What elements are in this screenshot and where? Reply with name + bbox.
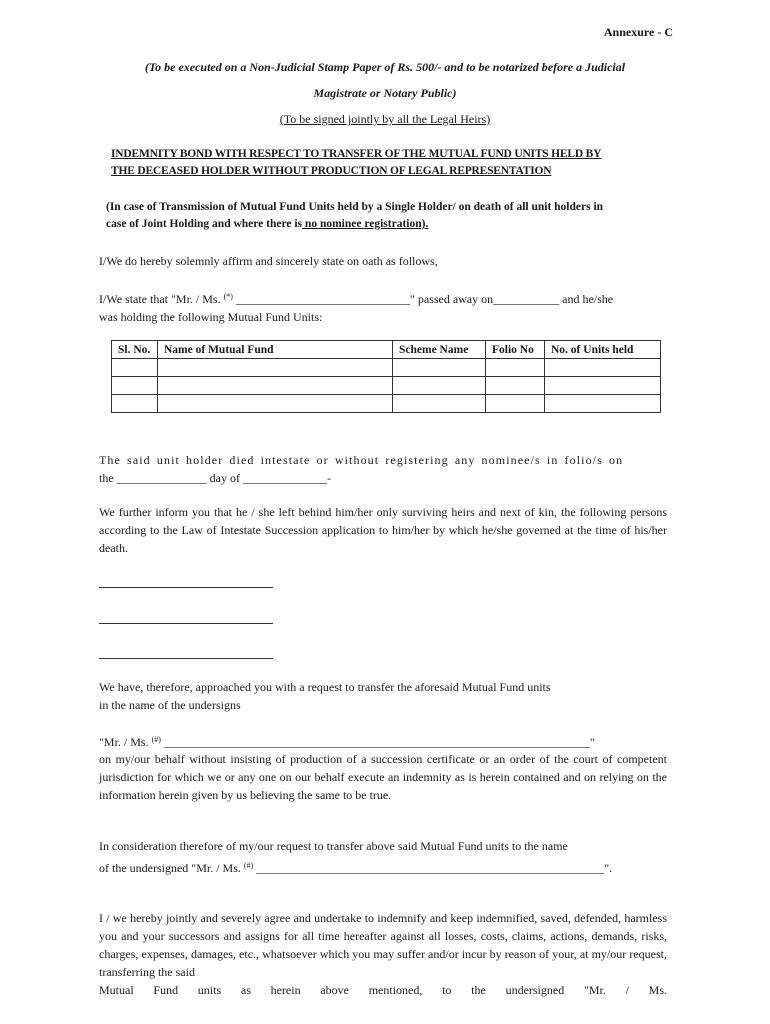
heirs-paragraph: We further inform you that he / she left behind him/her only surviving heirs and next of kin, the following persons according to the Law of Intestate Succession application to him/her by which he/she governed at the time of his/her death. xyxy=(99,505,667,555)
header-scheme-name: Scheme Name xyxy=(393,341,486,359)
hash-mark: (#) xyxy=(243,861,254,870)
heir-name-line-2[interactable] xyxy=(99,622,273,624)
table-cell[interactable] xyxy=(112,395,158,413)
intestate-line-1: The said unit holder died intestate or without registering any nominee/s in folio/s on xyxy=(99,453,624,467)
hash-mark: (#) xyxy=(151,735,161,744)
table-cell[interactable] xyxy=(486,377,545,395)
table-row xyxy=(112,395,661,413)
table-cell[interactable] xyxy=(486,359,545,377)
behalf-paragraph: on my/our behalf without insisting of production of a succession certificate or an order of the court of competent jurisdiction for which we or any one on our behalf execute an indemnity as is herein contained and on relying on the information herein given by us believing the same to be true. xyxy=(99,752,667,802)
signing-note: (To be signed jointly by all the Legal Heirs) xyxy=(279,112,491,126)
table-row xyxy=(112,377,661,395)
table-cell[interactable] xyxy=(112,377,158,395)
case-note-line-1: (In case of Transmission of Mutual Fund Units held by a Single Holder/ on death of all unit holders in xyxy=(106,201,604,213)
indemnity-paragraph xyxy=(99,909,667,999)
intestate-statement xyxy=(99,451,667,487)
table-cell[interactable] xyxy=(486,395,545,413)
title-line-2: THE DECEASED HOLDER WITHOUT PRODUCTION OF LEGAL REPRESENTATION xyxy=(111,165,552,177)
approach-statement xyxy=(99,678,667,714)
table-cell[interactable] xyxy=(545,395,661,413)
claimant-prefix: "Mr. / Ms. xyxy=(99,735,152,749)
holder-blank-line[interactable]: _____________________________" passed away on___________ and he/she xyxy=(232,292,614,306)
header-folio-no: Folio No xyxy=(486,341,545,359)
holder-statement-line-1 xyxy=(99,288,667,308)
table-cell[interactable] xyxy=(393,359,486,377)
consideration-blank-line[interactable]: __________________________________________________________". xyxy=(253,861,613,875)
heir-name-line-3[interactable] xyxy=(99,657,273,659)
case-note xyxy=(106,199,676,233)
claimant-blank-line[interactable]: _______________________________________________________________________" xyxy=(160,735,595,749)
consideration-line-2 xyxy=(99,857,667,877)
consideration-statement xyxy=(99,837,667,877)
approach-line-2: in the name of the undersigns xyxy=(99,698,241,712)
indemnity-last-line: Mutual Fund units as herein above mentioned, to the undersigned "Mr. / Ms. xyxy=(99,983,667,997)
case-note-line-2 xyxy=(106,216,676,233)
document-title xyxy=(111,146,671,180)
asterisk-mark: (*) xyxy=(223,292,233,301)
consideration-prefix: of the undersigned "Mr. / Ms. xyxy=(99,861,244,875)
table-cell[interactable] xyxy=(112,359,158,377)
indemnity-text: I / we hereby jointly and severely agree and undertake to indemnify and keep indemnified, saved, defended, harmless you and your successors and assigns for all time hereafter against all losses, costs, claims, actions, demands, risks, charges, expenses, damages, etc., whatsoever which you may suffer and/or incur by reason of your, at my/our request, transferring the said xyxy=(99,911,667,979)
annexure-label: Annexure - C xyxy=(603,25,673,39)
claimant-name-line xyxy=(99,731,667,751)
table-cell[interactable] xyxy=(393,377,486,395)
stamp-paper-instruction: (To be executed on a Non-Judicial Stamp Paper of Rs. 500/- and to be notarized before a Judicial xyxy=(144,60,626,74)
table-cell[interactable] xyxy=(158,395,393,413)
affirmation-statement: I/We do hereby solemnly affirm and sincerely state on oath as follows, xyxy=(99,254,438,268)
stamp-paper-instruction-cont: Magistrate or Notary Public) xyxy=(313,86,457,100)
intestate-line-2: the _______________ day of ______________- xyxy=(99,471,331,485)
holder-prefix: I/We state that "Mr. / Ms. xyxy=(99,292,224,306)
table-cell[interactable] xyxy=(545,359,661,377)
table-header-row xyxy=(112,341,661,359)
no-nominee-text: no nominee registration). xyxy=(302,218,429,230)
table-row xyxy=(112,359,661,377)
consideration-line-1: In consideration therefore of my/our request to transfer above said Mutual Fund units to the name xyxy=(99,839,568,853)
holder-statement-line-2: was holding the following Mutual Fund Units: xyxy=(99,310,323,324)
table-cell[interactable] xyxy=(158,377,393,395)
header-units-held: No. of Units held xyxy=(545,341,661,359)
approach-line-1: We have, therefore, approached you with a request to transfer the aforesaid Mutual Fund units xyxy=(99,680,551,694)
holder-statement xyxy=(99,288,667,326)
title-line-1: INDEMNITY BOND WITH RESPECT TO TRANSFER OF THE MUTUAL FUND UNITS HELD BY xyxy=(111,148,602,160)
header-sl-no: Sl. No. xyxy=(112,341,158,359)
table-cell[interactable] xyxy=(545,377,661,395)
table-cell[interactable] xyxy=(158,359,393,377)
table-cell[interactable] xyxy=(393,395,486,413)
heir-name-line-1[interactable] xyxy=(99,586,273,588)
header-mutual-fund: Name of Mutual Fund xyxy=(158,341,393,359)
case-note-text: case of Joint Holding and where there is xyxy=(106,218,303,230)
mutual-fund-table xyxy=(111,340,661,413)
